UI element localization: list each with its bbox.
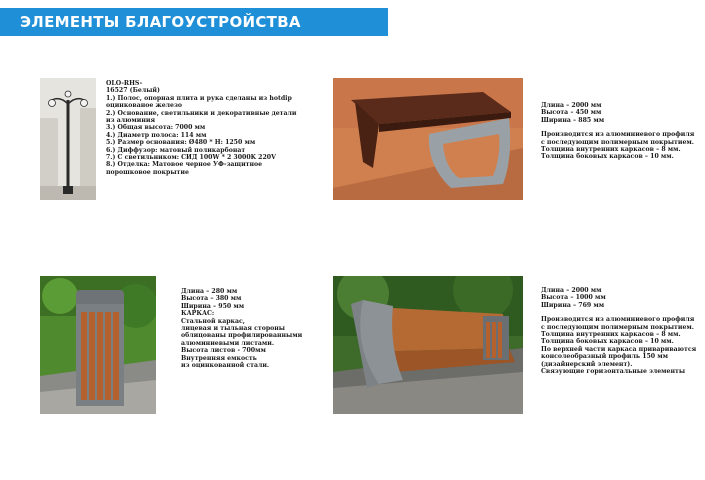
spec-line: Высота – 450 мм [541,109,602,117]
spec-line: 6.) Диффузор: матовый поликарбонат [106,146,246,154]
spec-line: 16527 (Белый) [106,87,160,95]
spec-line: с последующим полимерным покрытием. [541,138,694,146]
spec-line: OLO-RHS- [106,80,143,87]
spec-line: из оцинкованной стали. [181,362,270,370]
lamp-spec [106,80,296,176]
street-lamp-photo [40,78,96,200]
spec-line: 5.) Размер основания: Ø480 * H: 1250 мм [106,139,256,147]
spec-line: Длина – 280 мм [181,288,238,295]
spec-line: Ширина – 950 мм [181,302,245,310]
spec-line: Связующие горизонтальные элементы [541,368,686,376]
spec-line: 8.) Отделка: Матовое черное УФ-защитное [106,161,263,169]
spec-line: Толщина внутренних каркасов – 8 мм. [541,146,681,154]
spec-line: Высота – 380 мм [181,295,242,303]
page-title: ЭЛЕМЕНТЫ БЛАГОУСТРОЙСТВА [20,13,301,31]
spec-line: оцинкованое железо [106,102,183,110]
spec-line: Стальной каркас, [181,317,245,325]
spec-line: 3.) Общая высота: 7000 мм [106,124,206,132]
trash-bin-photo [40,276,156,414]
spec-line: консолеобразный профиль 150 мм [541,353,669,361]
spec-line: Производится из алюминиевого профиля [541,316,695,324]
bin-spec [181,288,302,369]
spec-line: Ширина – 885 мм [541,116,605,124]
spec-line: По верхней части каркаса привариваются [541,345,697,353]
spec-line: КАРКАС: [181,310,215,318]
spec-line: из алюминия [106,117,156,125]
spec-line: Толщина боковых каркасов – 10 мм. [541,153,674,161]
spec-line: Производится из алюминиевого профиля [541,131,695,139]
spec-line: с последующим полимерным покрытием. [541,323,694,331]
spec-line: Толщина боковых каркасов – 10 мм. [541,338,674,346]
spec-line: 2.) Основание, светильники и декоративные детали [106,109,297,117]
bench-small-spec [541,102,694,161]
spec-line: алюминиевыми листами. [181,339,275,347]
header-banner [0,8,388,36]
spec-line: Длина – 2000 мм [541,287,602,294]
spec-line: лицевая и тыльная стороны [181,325,286,333]
bench-large-photo [333,276,523,414]
spec-line: 1.) Полос, опорная плита и рука сделаны из hotdip [106,94,292,102]
spec-line: облицованы профилированными [181,332,303,340]
bench-small-photo [333,78,523,200]
spec-line: Ширина – 769 мм [541,301,605,309]
spec-line: 7.) С светильником: СИД 100W * 2 3000K 220V [106,154,276,162]
spec-line: Внутренняя емкость [181,354,257,362]
spec-line: Длина – 2000 мм [541,102,602,109]
spec-line: (дизайнерский элемент). [541,360,633,368]
bench-large-spec [541,287,696,375]
spec-line: 4.) Диаметр полоса: 114 мм [106,131,207,139]
spec-line: порошковое покрытие [106,168,189,176]
spec-line: Толщина внутренних каркасов – 8 мм. [541,331,681,339]
spec-line: Высота листов - 700мм [181,347,266,355]
spec-line: Высота – 1000 мм [541,294,606,302]
